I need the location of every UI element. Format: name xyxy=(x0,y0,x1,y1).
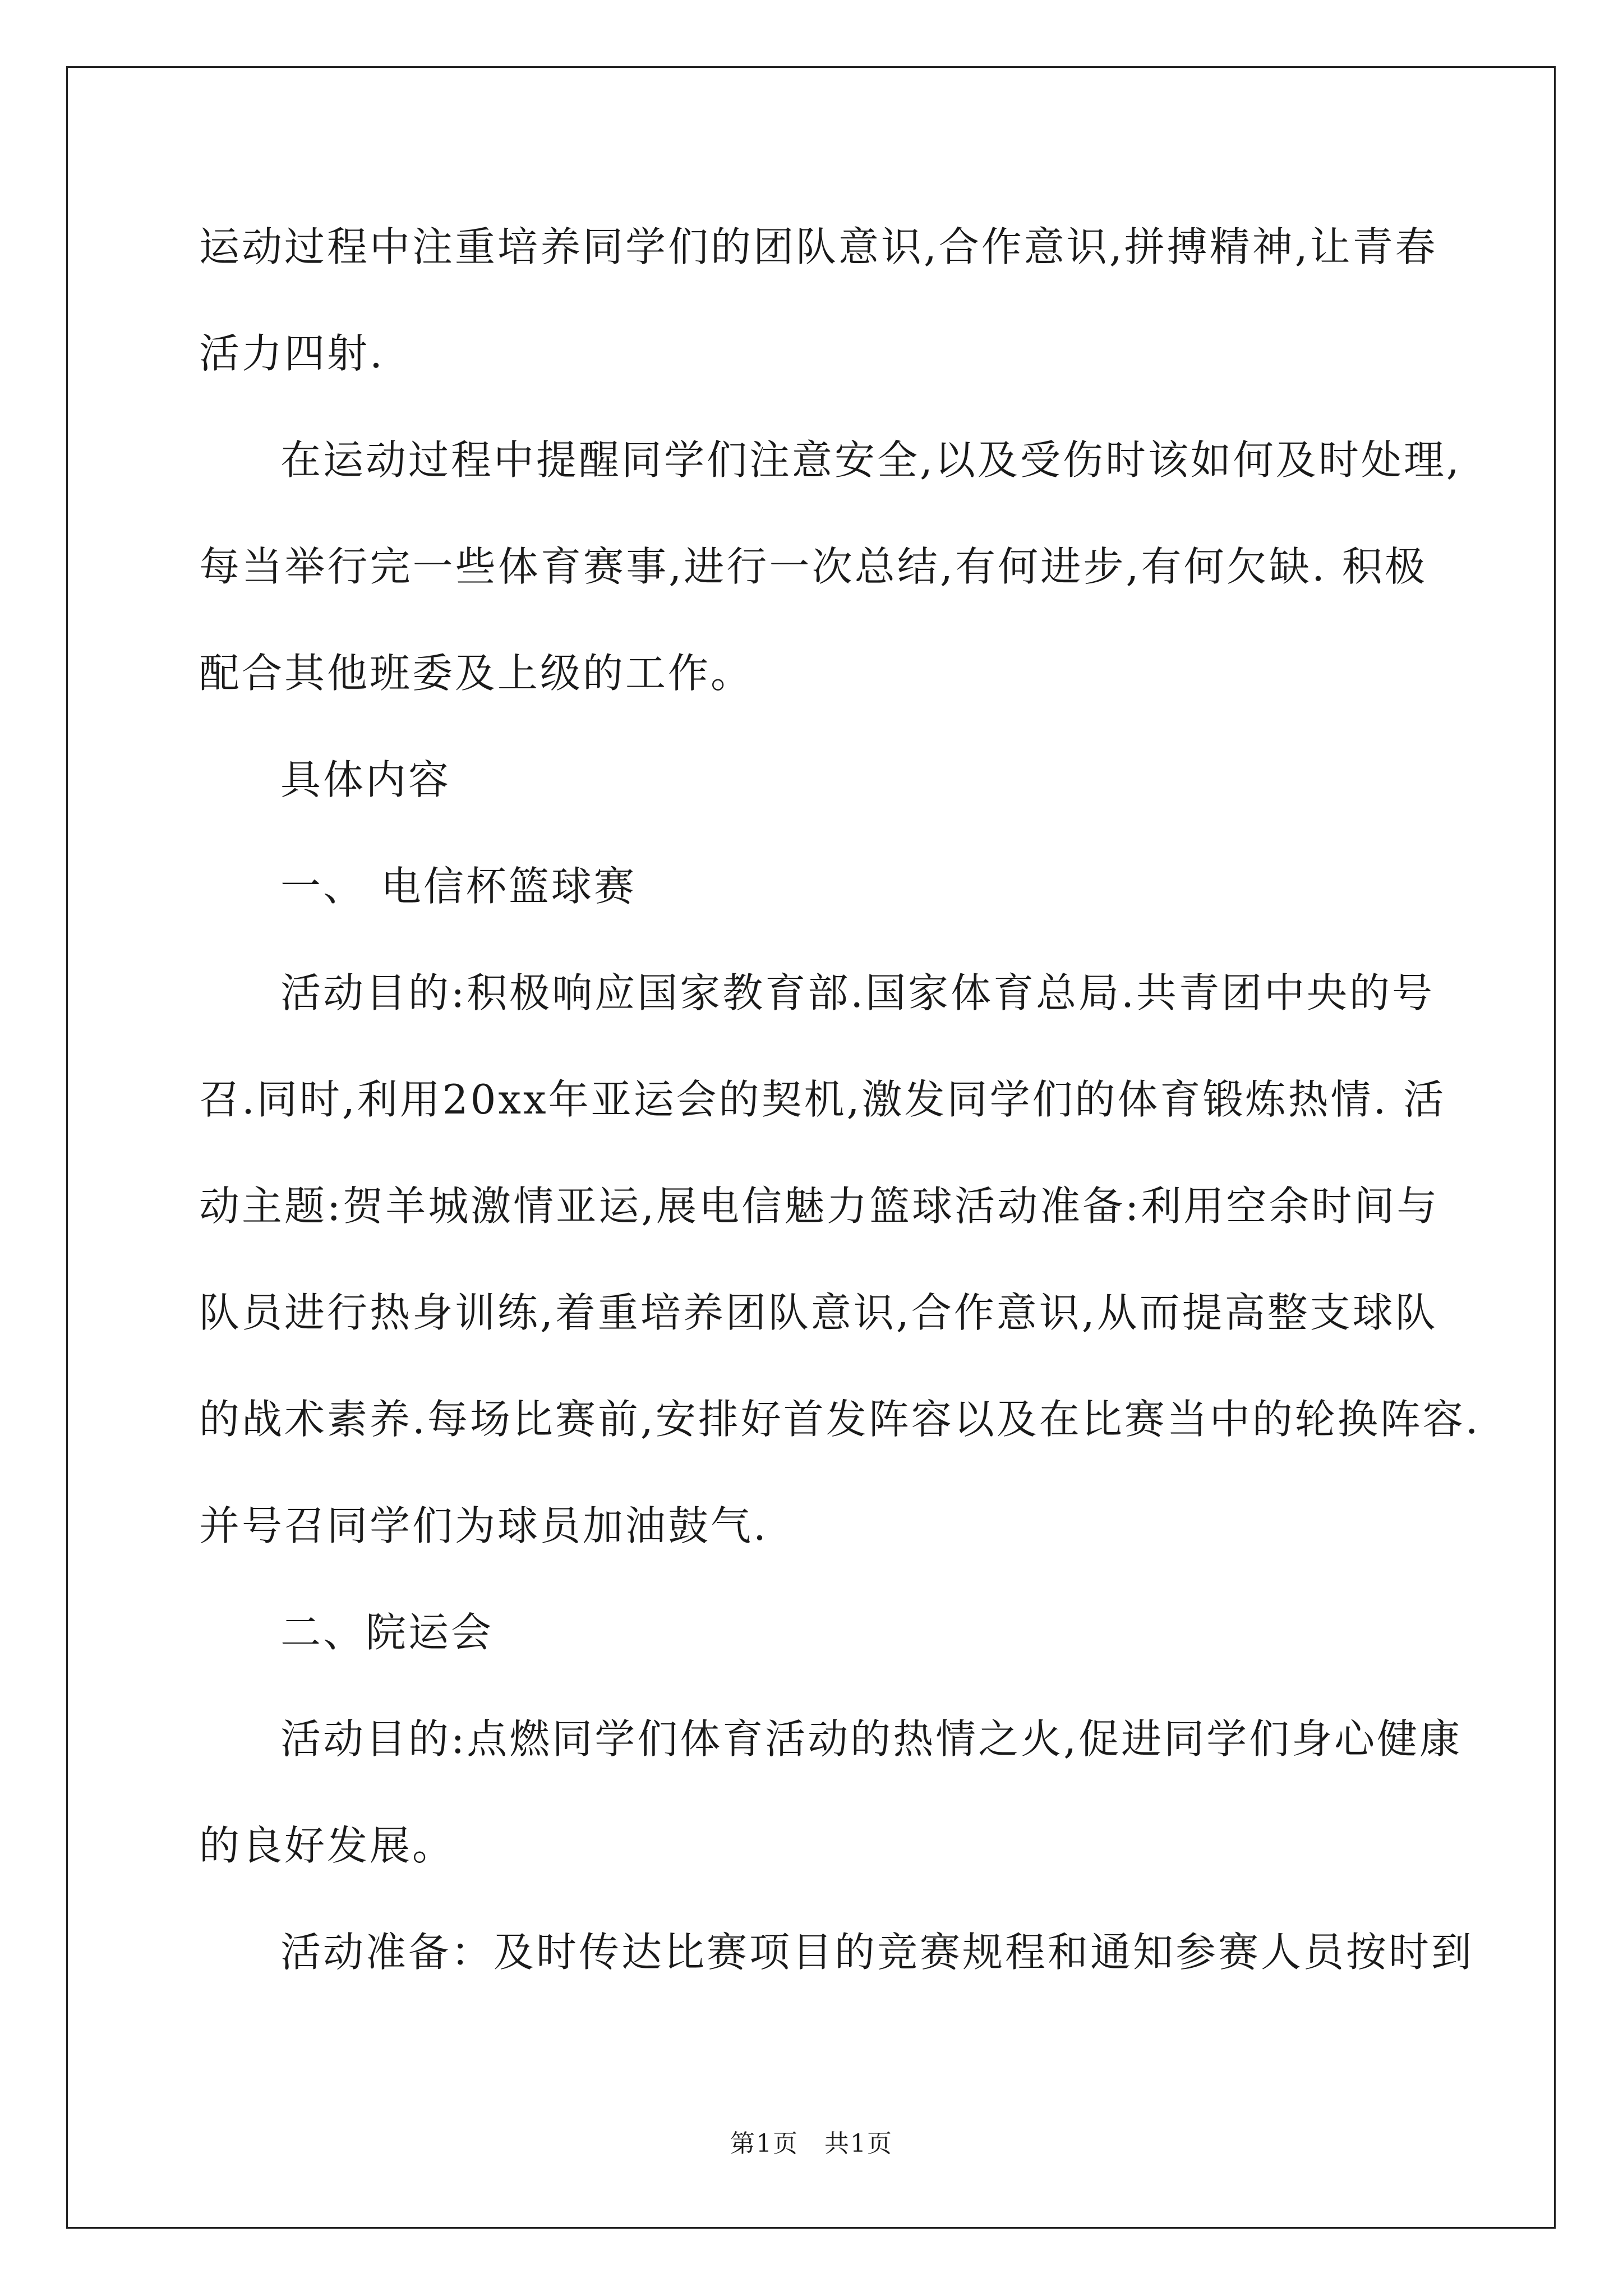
text-line: 配合其他班委及上级的工作。 xyxy=(199,650,754,697)
text-line: 队员进行热身训练,着重培养团队意识,合作意识,从而提高整支球队 xyxy=(199,1289,1438,1336)
page-frame xyxy=(66,66,1556,2229)
section-heading: 二、院运会 xyxy=(280,1609,494,1656)
text-line: 运动过程中注重培养同学们的团队意识,合作意识,拼搏精神,让青春 xyxy=(199,223,1438,270)
text-line: 动主题:贺羊城激情亚运,展电信魅力篮球活动准备:利用空余时间与 xyxy=(199,1182,1440,1230)
text-line: 在运动过程中提醒同学们注意安全,以及受伤时该如何及时处理, xyxy=(280,436,1461,484)
page-footer: 第1页 共1页 xyxy=(730,2129,893,2158)
text-line: 并号召同学们为球员加油鼓气. xyxy=(199,1502,768,1549)
text-line: 的良好发展。 xyxy=(199,1822,455,1869)
text-line: 活动目的:点燃同学们体育活动的热情之火,促进同学们身心健康 xyxy=(280,1715,1463,1763)
text-line: 的战术素养.每场比赛前,安排好首发阵容以及在比赛当中的轮换阵容. xyxy=(199,1396,1481,1443)
text-line: 召.同时,利用20xx年亚运会的契机,激发同学们的体育锻炼热情. 活 xyxy=(199,1076,1446,1123)
section-heading: 一、 电信杯篮球赛 xyxy=(280,863,637,910)
section-heading: 具体内容 xyxy=(280,756,451,803)
text-line: 每当举行完一些体育赛事,进行一次总结,有何进步,有何欠缺. 积极 xyxy=(199,543,1427,590)
text-line: 活动目的:积极响应国家教育部.国家体育总局.共青团中央的号 xyxy=(280,969,1435,1016)
text-line: 活力四射. xyxy=(199,330,385,377)
text-line: 活动准备：及时传达比赛项目的竞赛规程和通知参赛人员按时到 xyxy=(280,1929,1474,1976)
